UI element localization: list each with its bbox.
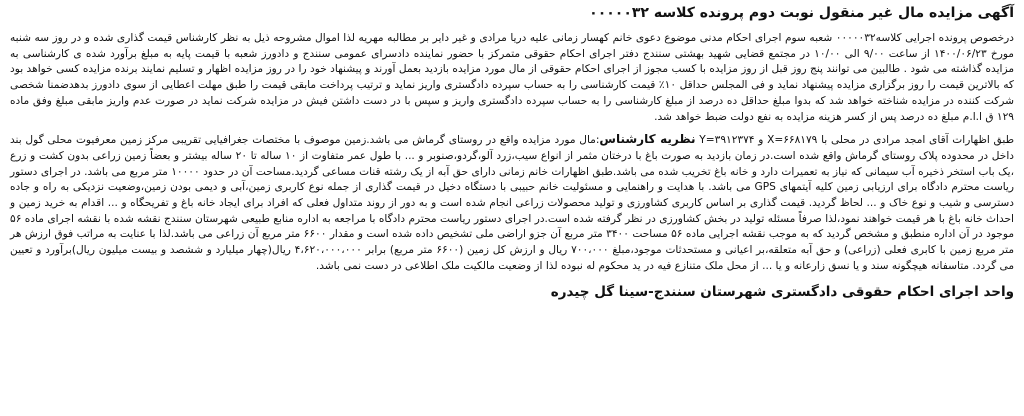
expert-opinion-intro: طبق اظهارات آقای امجد مرادی در محلی با X=۶۶۸۱۷۹ و Y=۳۹۱۲۳۷۴ xyxy=(695,134,1015,147)
notice-paragraph-expert-opinion xyxy=(10,132,1014,274)
notice-paragraph-auction-terms: درخصوص پرونده اجرایی کلاسه۰۰۰۰۰۳۲ شعبه سوم اجرای احکام مدنی موضوع دعوی خانم کهسار زمانی علیه دریا مرادی و غیر دایر بر مطالبه مهریه لذا اموال مشروحه ذیل به نظر کارشناس قیمت گذاری شده و در روز سه شنبه مورخ ۱۴۰۰/۰۶/۲۳ از ساعت ۹/۰۰ الی ۱۰/۰۰ در مجتمع قضایی شهید بهشتی سنندج دفتر اجرای احکام حقوقی متمرکز با حضور نماینده دادسرای عمومی سنندج و دادورز شعبه با قیمت پایه به مبلغ برآورد شده ی کارشناسی به مزایده گذاشته می شود . طالبین می توانند پنج روز قبل از روز مزایده با کسب مجوز از اجرای احکام حقوقی از مال مورد مزایده بازدید بعمل آورند و پیشنهاد خود را در روز مزایده اظهار و تسلیم نمایند برنده مزایده کسی خواهد بود که بالاترین قیمت را روز برگزاری مزایده پیشنهاد نماید و فی المجلس حداقل ۱۰٪ قیمت کارشناسی را به حساب سپرده دادگستری واریز نماید و ترتیب پرداخت مابقی قیمت را طبق مهلت اعطایی از سوی دادورز بدهدضمنا شخصی شرکت کننده در مزایده شناخته خواهد شد که بدوا مبلغ حداقل ده درصد از مبلغ کارشناسی را به حساب سپرده دادگستری واریز و سپس با در دست داشتن فیش در مزایده شرکت نماید در صورت عدم واریز مابقی مبلغ وفق ماده ۱۲۹ ق ا.ا.م مبلغ ده درصد پس از کسر هزینه مزایده به نفع دولت ضبط خواهد شد. xyxy=(10,32,1014,123)
notice-signature: واحد اجرای احکام حقوقی دادگستری شهرستان سنندج-سینا گل چیدره xyxy=(550,283,1014,300)
notice-title: آگهی مزایده مال غیر منقول نوبت دوم پرونده کلاسه ۰۰۰۰۰۳۲ xyxy=(589,5,1014,21)
expert-opinion-heading: نظریه کارشناس xyxy=(599,132,696,147)
expert-opinion-body: :مال مورد مزایده واقع در روستای گرماش می باشد.زمین موصوف با مختصات جغرافیایی تقریبی مرکز زمین معرفیوت محلی گول بند داخل در محدوده پلاک روستای گرماش واقع شده است.در زمان بازدید به صورت باغ با درختان مثمر از انواع سیب،زرد آلو،گردو،صنوبر و ... با طول عمر متفاوت از ۱۰ ساله تا ۲۰ ساله بیشتر و بعضاً زمین زراعی بدون کشت و زرع ،یک باب استخر ذخیره آب سیمانی که نیاز به تعمیرات دارد و خانه باغ تخریب شده می باشد.طبق اظهارات خانم زمانی دارای حق آبه از یک رشته قنات مساعی گردید.مساحت آن در حدود ۱۰۰۰۰ متر مربع می باشد. در اجرای دستور ریاست محترم دادگاه برای ارزیابی زمین کلیه آیتمهای GPS می باشد. با هدایت و راهنمایی و مسئولیت خانم حبیبی با دستگاه دخیل در قیمت گذاری از جمله نوع کاربری زمین،آبی و دیمی بودن زمین،وضعیت نزدیکی به راه و جاده دسترسی و شیب و نوع خاک و ... لحاظ گردید. قیمت گذاری بر اساس کاربری کشاورزی و تولید محصولات زراعی انجام شده است و به دور از روند متداول فعلی که افراد برای ایجاد خانه باغ و تفریحگاه و ... اقدام به خرید زمین و احداث خانه باغ با هر قیمت خواهند نمود،لذا صرفاً مسئله تولید در بخش کشاورزی در نظر گرفته شده است.در اجرای دستور ریاست محترم دادگاه با مراجعه به اداره منابع طبیعی شهرستان سنندج نقشه شده با نقشه اجرای ماده ۵۶ موجود در آن اداره منطبق و مشخص گردید که به موجب نقشه اجرایی ماده ۵۶ مساحت ۳۴۰۰ متر مربع آن جزو اراضی ملی تشخیص داده شده است و مقدار ۶۶۰۰ متر مربع آن زراعی می باشد.لذا با عنایت به مراتب فوق ارزش هر متر مربع زمین با کابری فعلی (زراعی) و حق آبه متعلقه،بر اعیانی و مستحدثات موجود،مبلغ ۷۰۰،۰۰۰ ریال و ارزش کل زمین (۶۶۰۰ متر مربع) برابر ۴،۶۲۰،۰۰۰،۰۰۰ ریال(چهار میلیارد و ششصد و بیست میلیون ریال)برآورد و تعیین می گردد. متاسفانه هیچگونه سند و یا نسق زارعانه و یا ... از محل ملک متنازع فیه در ید محکوم له نبوده لذا از وضعیت مالکیت ملک اطلاعی در دست نمی باشد. xyxy=(10,134,1015,272)
